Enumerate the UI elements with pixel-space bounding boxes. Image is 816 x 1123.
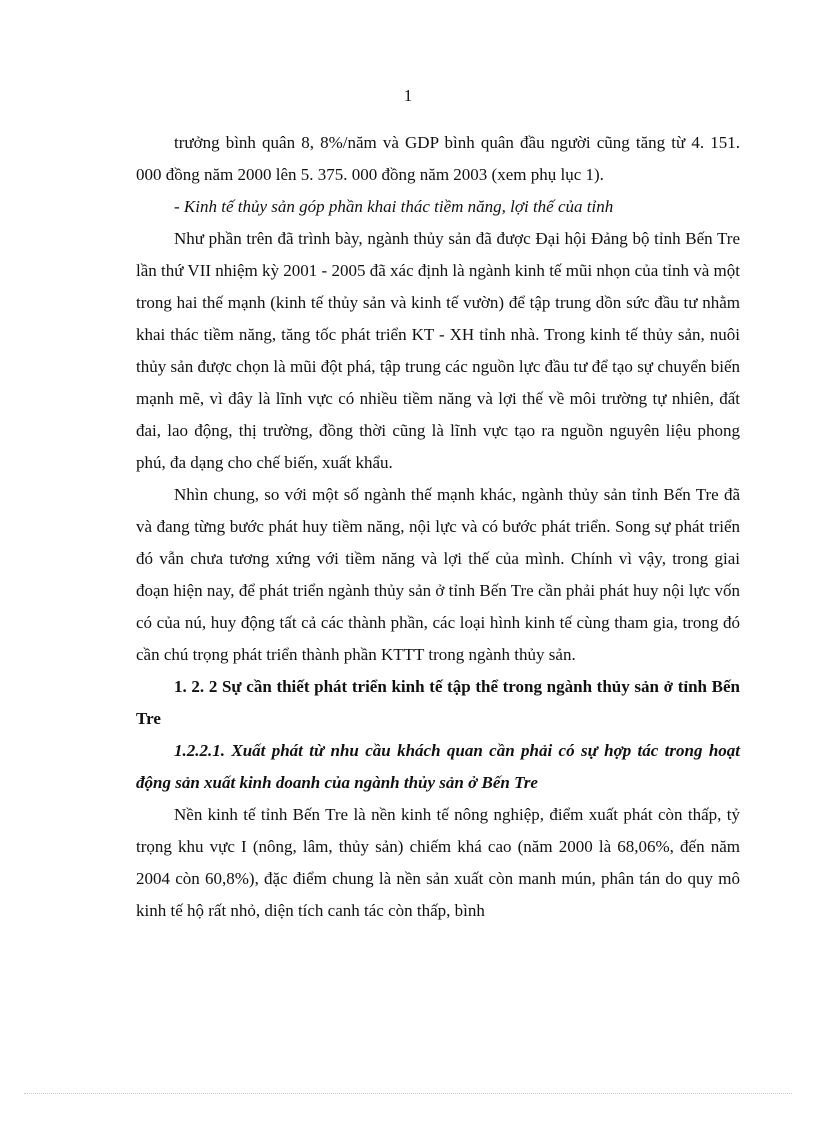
document-body [136, 127, 740, 927]
page-bottom-divider [24, 1093, 792, 1094]
section-heading-1-2-2: 1. 2. 2 Sự cần thiết phát triển kinh tế tập thể trong ngành thủy sản ở tỉnh Bến Tre [136, 677, 740, 728]
page-number: 1 [403, 86, 413, 105]
paragraph-overall-assessment: Nhìn chung, so với một số ngành thế mạnh khác, ngành thủy sản tỉnh Bến Tre đã và đang từng bước phát huy tiềm năng, nội lực và có bước phát triển. Song sự phát triển đó vẫn chưa tương xứng với tiềm năng và lợi thế của mình. Chính vì vậy, trong giai đoạn hiện nay, để phát triển ngành thủy sản ở tỉnh Bến Tre cần phải phát huy nội lực vốn có của nú, huy động tất cả các thành phần, các loại hình kinh tế cùng tham gia, trong đó cần chú trọng phát triển thành phần KTTT trong ngành thủy sản. [136, 485, 740, 664]
section-heading-1-2-2-1: 1.2.2.1. Xuất phát từ nhu cầu khách quan cần phải có sự hợp tác trong hoạt động sản xuất kinh doanh của ngành thủy sản ở Bến Tre [136, 741, 740, 792]
paragraph-gdp-growth: trưởng bình quân 8, 8%/năm và GDP bình quân đầu người cũng tăng từ 4. 151. 000 đồng năm 2000 lên 5. 375. 000 đồng năm 2003 (xem phụ lục 1). [136, 133, 740, 184]
paragraph-fisheries-spearhead: Như phần trên đã trình bày, ngành thủy sản đã được Đại hội Đảng bộ tỉnh Bến Tre lần thứ VII nhiệm kỳ 2001 - 2005 đã xác định là ngành kinh tế mũi nhọn của tỉnh và một trong hai thế mạnh (kinh tế thủy sản và kinh tế vườn) để tập trung dồn sức đầu tư nhằm khai thác tiềm năng, tăng tốc phát triển KT - XH tỉnh nhà. Trong kinh tế thủy sản, nuôi thủy sản được chọn là mũi đột phá, tập trung các nguồn lực đầu tư để tạo sự chuyển biến mạnh mẽ, vì đây là lĩnh vực có nhiều tiềm năng và lợi thế về môi trường tự nhiên, đất đai, lao động, thị trường, đồng thời cũng là lĩnh vực tạo ra nguồn nguyên liệu phong phú, đa dạng cho chế biến, xuất khẩu. [136, 229, 740, 472]
subheading-fisheries-potential: - Kinh tế thủy sản góp phần khai thác tiềm năng, lợi thế của tỉnh [174, 197, 614, 216]
paragraph-agricultural-economy: Nền kinh tế tỉnh Bến Tre là nền kinh tế nông nghiệp, điểm xuất phát còn thấp, tỷ trọng khu vực I (nông, lâm, thủy sản) chiếm khá cao (năm 2000 là 68,06%, đến năm 2004 còn 60,8%), đặc điểm chung là nền sản xuất còn manh mún, phân tán do quy mô kinh tế hộ rất nhỏ, diện tích canh tác còn thấp, bình [136, 805, 740, 920]
